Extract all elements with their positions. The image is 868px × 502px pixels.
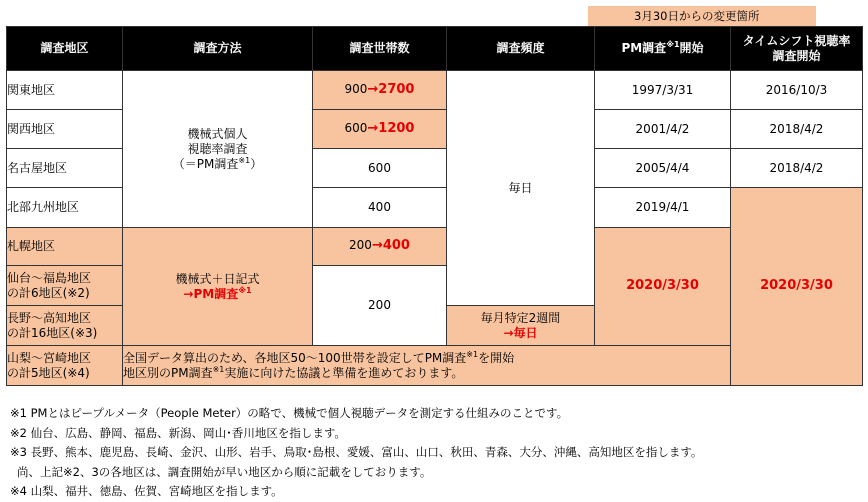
- header-method: 調査方法: [123, 27, 313, 71]
- region-nagoya: 名古屋地区: [7, 149, 123, 188]
- ts-start-kanto: 2016/10/3: [731, 71, 863, 110]
- header-timeshift-start: タイムシフト視聴率 調査開始: [731, 27, 863, 71]
- survey-table: [6, 26, 863, 386]
- pm-start-nagoya: 2005/4/4: [595, 149, 731, 188]
- legend-swatch: [588, 6, 816, 26]
- frequency-monthly: 毎月特定2週間 →毎日: [447, 306, 595, 346]
- households-nagoya: 600: [313, 149, 447, 188]
- legend-text: 3月30日からの変更箇所: [634, 9, 760, 23]
- region-sapporo: 札幌地区: [7, 228, 123, 266]
- footnote-2: ※2 仙台、広島、静岡、福島、新潟、岡山･香川地区を指します。: [10, 425, 346, 440]
- households-kitakyushu: 400: [313, 188, 447, 228]
- region-nagano: 長野～高知地区 の計16地区(※3): [7, 306, 123, 346]
- footnote-4: ※4 山梨、福井、徳島、佐賀、宮崎地区を指します。: [10, 484, 283, 498]
- households-sapporo: 200→400: [313, 228, 447, 266]
- header-frequency: 調査頻度: [447, 27, 595, 71]
- households-kansai: 600→1200: [313, 110, 447, 149]
- pm-start-kitakyushu: 2019/4/1: [595, 188, 731, 228]
- ts-start-kansai: 2018/4/2: [731, 110, 863, 149]
- method-mechanical-individual: 機械式個人 視聴率調査 （＝PM調査$^{※1}$）: [123, 71, 313, 228]
- header-households: 調査世帯数: [313, 27, 447, 71]
- households-group: 200: [313, 266, 447, 346]
- footnote-3-note: 尚、上記※2、3の各地区は、調査開始が早い地区から順に記載をしております。: [17, 464, 432, 479]
- method-mechanical-diary: 機械式＋日記式 →PM調査$^{※1}$: [123, 228, 313, 346]
- table-row: [7, 71, 863, 110]
- pm-start-new: 2020/3/30: [595, 228, 731, 346]
- header-row: [7, 27, 863, 71]
- legend: [588, 6, 816, 26]
- region-kansai: 関西地区: [7, 110, 123, 149]
- header-pm-start: PM調査$^{※1}$開始: [595, 27, 731, 71]
- region-sendai: 仙台～福島地区 の計6地区(※2): [7, 266, 123, 306]
- region-yamanashi: 山梨～宮崎地区 の計5地区(※4): [7, 346, 123, 386]
- households-kanto: 900→2700: [313, 71, 447, 110]
- footnote-1: ※1 PMとはピープルメータ（People Meter）の略で、機械で個人視聴データを測定する仕組みのことです。: [10, 406, 569, 420]
- footnotes: [10, 404, 702, 502]
- header-region: 調査地区: [7, 27, 123, 71]
- ts-start-nagoya: 2018/4/2: [731, 149, 863, 188]
- yamanashi-note: 全国データ算出のため、各地区50～100世帯を設定してPM調査$^{※1}$を開始 地区別のPM調査$^{※1}$実施に向けた協議と準備を進めております。: [123, 346, 863, 386]
- region-kanto: 関東地区: [7, 71, 123, 110]
- region-kitakyushu: 北部九州地区: [7, 188, 123, 228]
- pm-start-kanto: 1997/3/31: [595, 71, 731, 110]
- footnote-3: ※3 長野、熊本、鹿児島、長崎、金沢、山形、岩手、鳥取･島根、愛媛、富山、山口、秋田、青森、大分、沖縄、高知地区を指します。: [10, 445, 703, 459]
- ts-start-new: 2020/3/30: [731, 188, 863, 386]
- pm-start-kansai: 2001/4/2: [595, 110, 731, 149]
- frequency-daily: 毎日: [447, 71, 595, 306]
- table-row: [7, 346, 863, 386]
